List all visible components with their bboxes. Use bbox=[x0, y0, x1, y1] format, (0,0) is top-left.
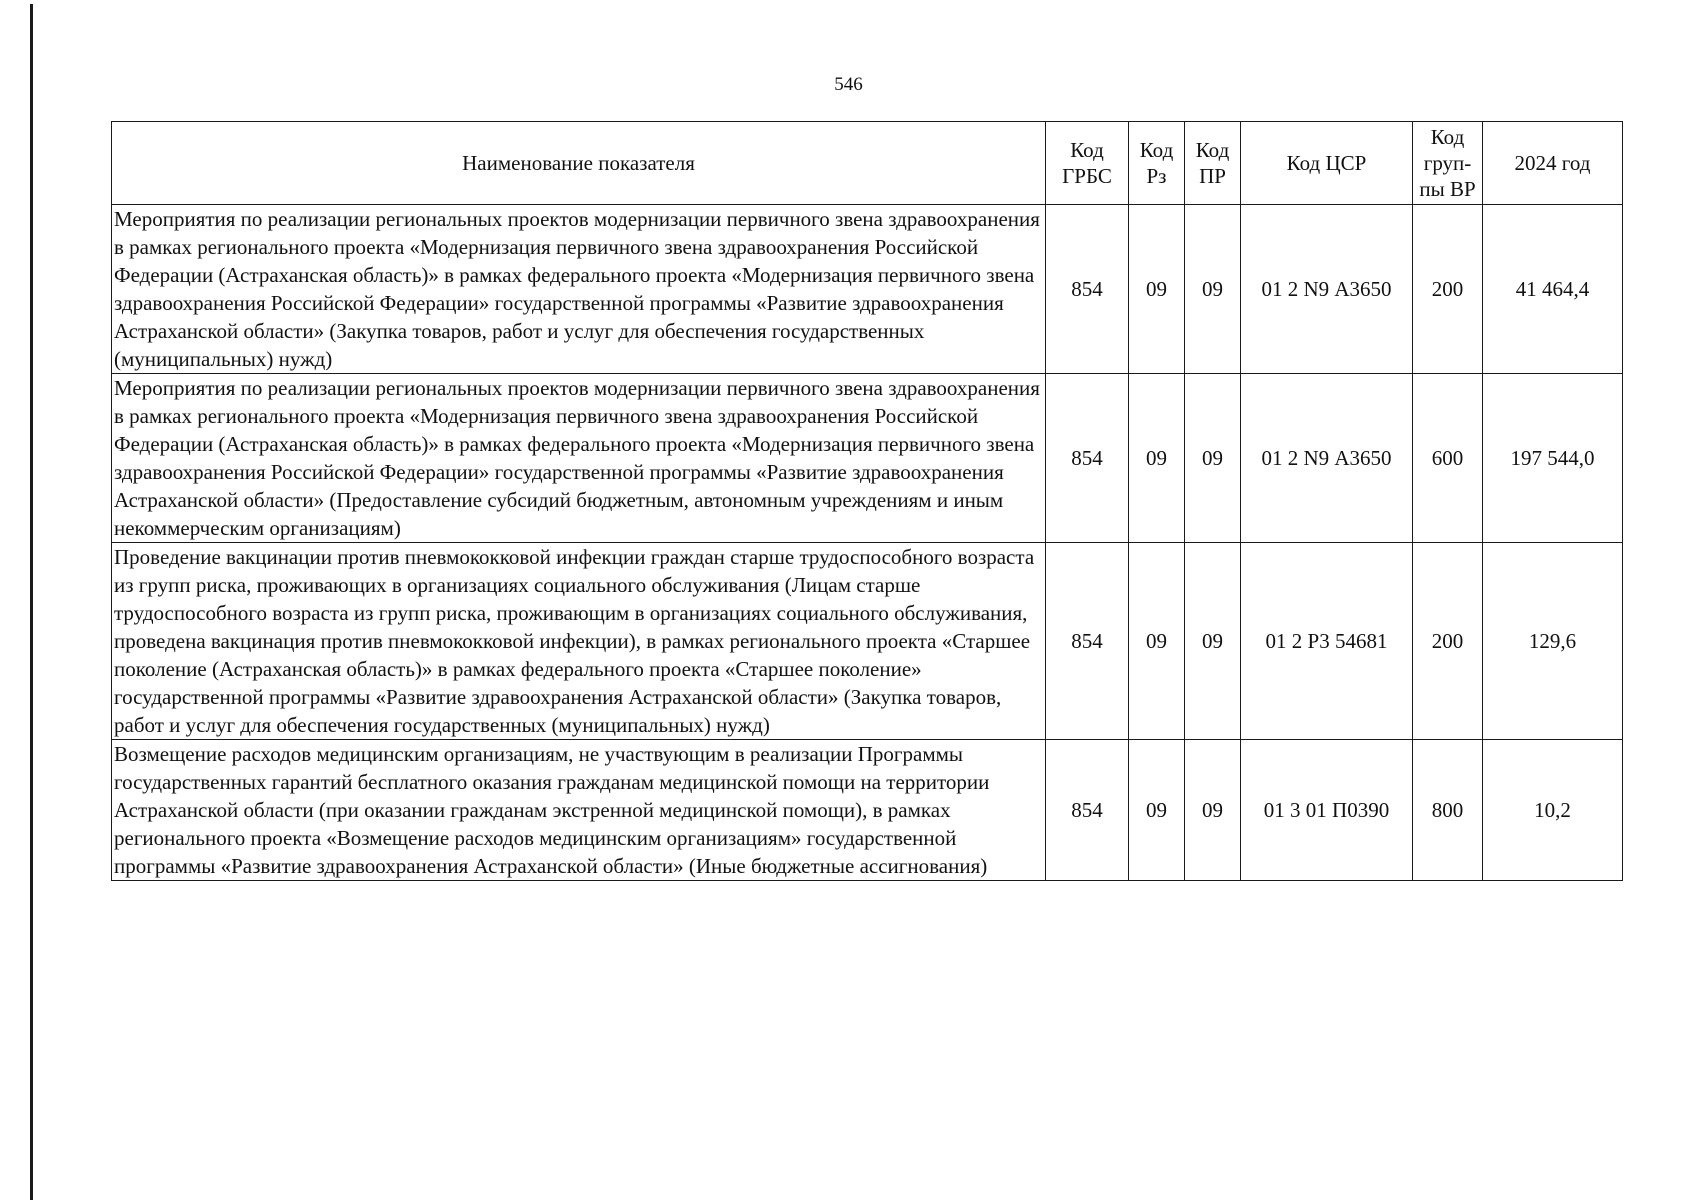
row-name: Возмещение расходов медицинским организациям, не участвующим в реализации Программы государственных гарантий бесплатного оказания гражданам медицинской помощи на территории Астраханской области (при оказании гражданам экстренной медицинской помощи), в рамках регионального проекта «Возмещение расходов медицинским организациям» государственной программы «Развитие здравоохранения Астраханской области» (Иные бюджетные ассигнования) bbox=[112, 740, 1046, 881]
row-amount: 10,2 bbox=[1483, 740, 1623, 881]
row-amount: 129,6 bbox=[1483, 543, 1623, 740]
row-grbs: 854 bbox=[1046, 740, 1129, 881]
row-csr: 01 2 P3 54681 bbox=[1241, 543, 1413, 740]
header-rz: Код Рз bbox=[1129, 122, 1185, 205]
row-csr: 01 2 N9 А3650 bbox=[1241, 374, 1413, 543]
table-row bbox=[112, 205, 1623, 374]
row-pr: 09 bbox=[1185, 374, 1241, 543]
row-grbs: 854 bbox=[1046, 374, 1129, 543]
budget-table bbox=[111, 121, 1623, 881]
row-vr: 800 bbox=[1413, 740, 1483, 881]
row-amount: 41 464,4 bbox=[1483, 205, 1623, 374]
row-rz: 09 bbox=[1129, 374, 1185, 543]
row-rz: 09 bbox=[1129, 205, 1185, 374]
row-vr: 200 bbox=[1413, 543, 1483, 740]
table-row bbox=[112, 374, 1623, 543]
row-csr: 01 2 N9 А3650 bbox=[1241, 205, 1413, 374]
table-header-row bbox=[112, 122, 1623, 205]
row-vr: 600 bbox=[1413, 374, 1483, 543]
row-grbs: 854 bbox=[1046, 205, 1129, 374]
row-grbs: 854 bbox=[1046, 543, 1129, 740]
row-name: Проведение вакцинации против пневмококковой инфекции граждан старше трудоспособного возраста из групп риска, проживающих в организациях социального обслуживания (Лицам старше трудоспособного возраста из групп риска, проживающим в организациях социального обслуживания, проведена вакцинация против пневмококковой инфекции), в рамках регионального проекта «Старшее поколение (Астраханская область)» в рамках федерального проекта «Старшее поколение» государственной программы «Развитие здравоохранения Астраханской области» (Закупка товаров, работ и услуг для обеспечения государственных (муниципальных) нужд) bbox=[112, 543, 1046, 740]
row-rz: 09 bbox=[1129, 740, 1185, 881]
row-vr: 200 bbox=[1413, 205, 1483, 374]
row-name: Мероприятия по реализации региональных проектов модернизации первичного звена здравоохранения в рамках регионального проекта «Модернизация первичного звена здравоохранения Российской Федерации (Астраханская область)» в рамках федерального проекта «Модернизация первичного звена здравоохранения Российской Федерации» государственной программы «Развитие здравоохранения Астраханской области» (Закупка товаров, работ и услуг для обеспечения государственных (муниципальных) нужд) bbox=[112, 205, 1046, 374]
table-row bbox=[112, 740, 1623, 881]
row-pr: 09 bbox=[1185, 740, 1241, 881]
table-row bbox=[112, 543, 1623, 740]
row-pr: 09 bbox=[1185, 543, 1241, 740]
row-amount: 197 544,0 bbox=[1483, 374, 1623, 543]
header-name: Наименование показателя bbox=[112, 122, 1046, 205]
header-vr: Код груп-пы ВР bbox=[1413, 122, 1483, 205]
header-csr: Код ЦСР bbox=[1241, 122, 1413, 205]
row-pr: 09 bbox=[1185, 205, 1241, 374]
binding-margin-line bbox=[30, 4, 33, 1200]
row-name: Мероприятия по реализации региональных проектов модернизации первичного звена здравоохранения в рамках регионального проекта «Модернизация первичного звена здравоохранения Российской Федерации (Астраханская область)» в рамках федерального проекта «Модернизация первичного звена здравоохранения Российской Федерации» государственной программы «Развитие здравоохранения Астраханской области» (Предоставление субсидий бюджетным, автономным учреждениям и иным некоммерческим организациям) bbox=[112, 374, 1046, 543]
header-year: 2024 год bbox=[1483, 122, 1623, 205]
header-pr: Код ПР bbox=[1185, 122, 1241, 205]
row-rz: 09 bbox=[1129, 543, 1185, 740]
row-csr: 01 3 01 П0390 bbox=[1241, 740, 1413, 881]
header-grbs: Код ГРБС bbox=[1046, 122, 1129, 205]
page-number: 546 bbox=[834, 74, 863, 95]
